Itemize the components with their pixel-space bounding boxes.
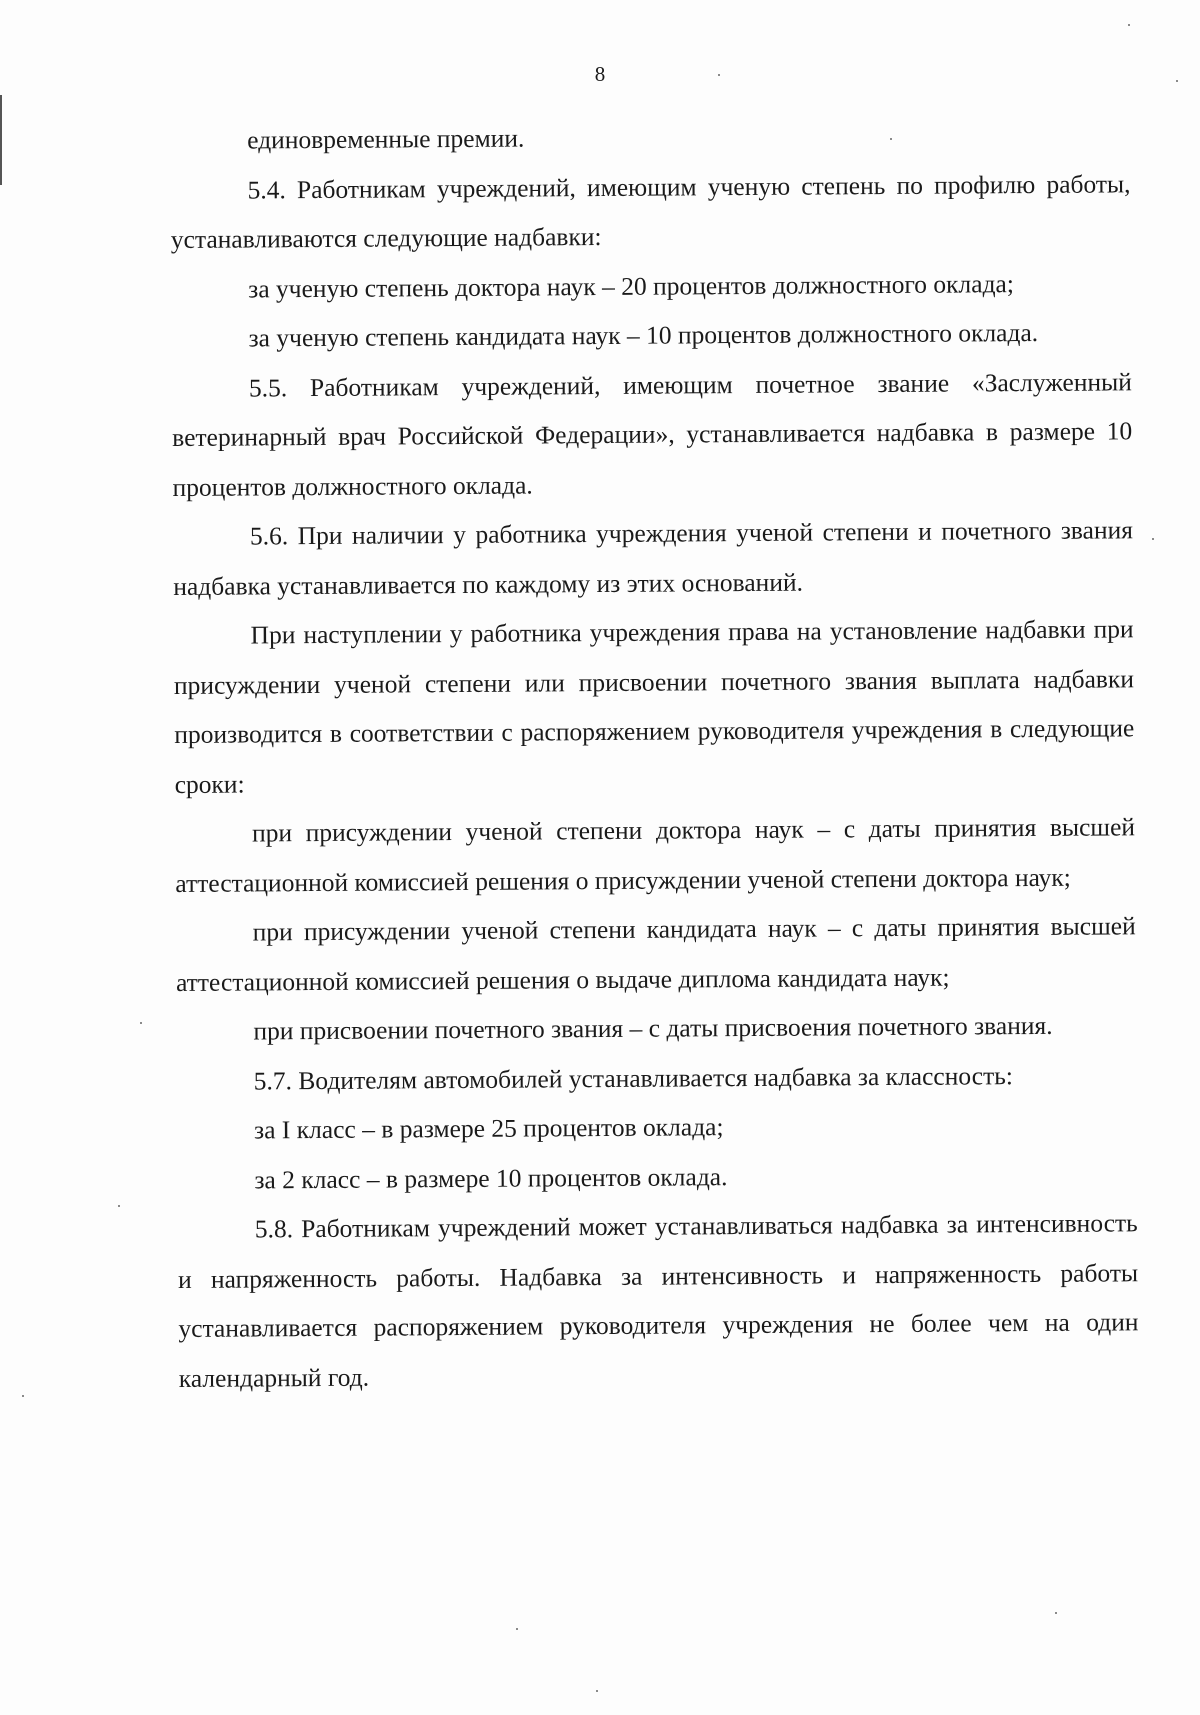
scan-speck: [1128, 24, 1130, 26]
document-body: [170, 109, 1139, 1403]
paragraph-term-candidate: при присуждении ученой степени кандидата наук – с даты принятия высшей аттестационной комиссией решения о выдаче диплома кандидата наук;: [175, 911, 1136, 997]
paragraph-5-6-terms: При наступлении у работника учреждения права на установление надбавки при присуждении ученой степени или присвоении почетного звания выплата надбавки производится в соответствии с распоряжением руководителя учреждения в следующие сроки:: [173, 614, 1135, 799]
paragraph-5-4: 5.4. Работникам учреждений, имеющим ученую степень по профилю работы, устанавливаются следующие надбавки:: [170, 168, 1131, 254]
scan-speck: [890, 138, 892, 140]
paragraph-term-doctor: при присуждении ученой степени доктора наук – с даты принятия высшей аттестационной комиссией решения о присуждении ученой степени доктора наук;: [175, 812, 1136, 898]
scan-speck: [1152, 538, 1154, 540]
scan-speck: [118, 1205, 120, 1207]
scan-speck: [516, 1628, 518, 1630]
paragraph-5-5: 5.5. Работникам учреждений, имеющим почетное звание «Заслуженный ветеринарный врач Российской Федерации», устанавливается надбавка в размере 10 процентов должностного оклада.: [172, 366, 1133, 502]
paragraph-5-7-class-1: за I класс – в размере 25 процентов оклада;: [253, 1112, 724, 1145]
scan-speck: [140, 1022, 142, 1024]
scan-speck: [1055, 1612, 1057, 1614]
scan-speck: [596, 1690, 598, 1692]
paragraph-5-7-class-2: за 2 класс – в размере 10 процентов оклада.: [254, 1161, 728, 1194]
scan-speck: [718, 74, 720, 76]
paragraph-1: единовременные премии.: [247, 123, 525, 155]
paragraph-5-8: 5.8. Работникам учреждений может устанавливаться надбавка за интенсивность и напряженность работы. Надбавка за интенсивность и напряженность работы устанавливается распоряжением руководителя учреждения не более чем на один календарный год.: [178, 1208, 1139, 1393]
page-number: 8: [594, 62, 606, 86]
paragraph-5-7: 5.7. Водителям автомобилей устанавливается надбавка за классность:: [253, 1060, 1014, 1095]
paragraph-5-4-candidate: за ученую степень кандидата наук – 10 процентов должностного оклада.: [248, 317, 1039, 353]
scan-edge-mark: [0, 95, 2, 185]
scan-speck: [22, 1395, 24, 1397]
scan-speck: [1176, 80, 1178, 82]
paragraph-5-4-doctor: за ученую степень доктора наук – 20 процентов должностного оклада;: [248, 268, 1014, 303]
paragraph-term-honorary: при присвоении почетного звания – с даты присвоения почетного звания.: [253, 1010, 1053, 1046]
paragraph-5-6: 5.6. При наличии у работника учреждения ученой степени и почетного звания надбавка устанавливается по каждому из этих оснований.: [173, 515, 1134, 601]
